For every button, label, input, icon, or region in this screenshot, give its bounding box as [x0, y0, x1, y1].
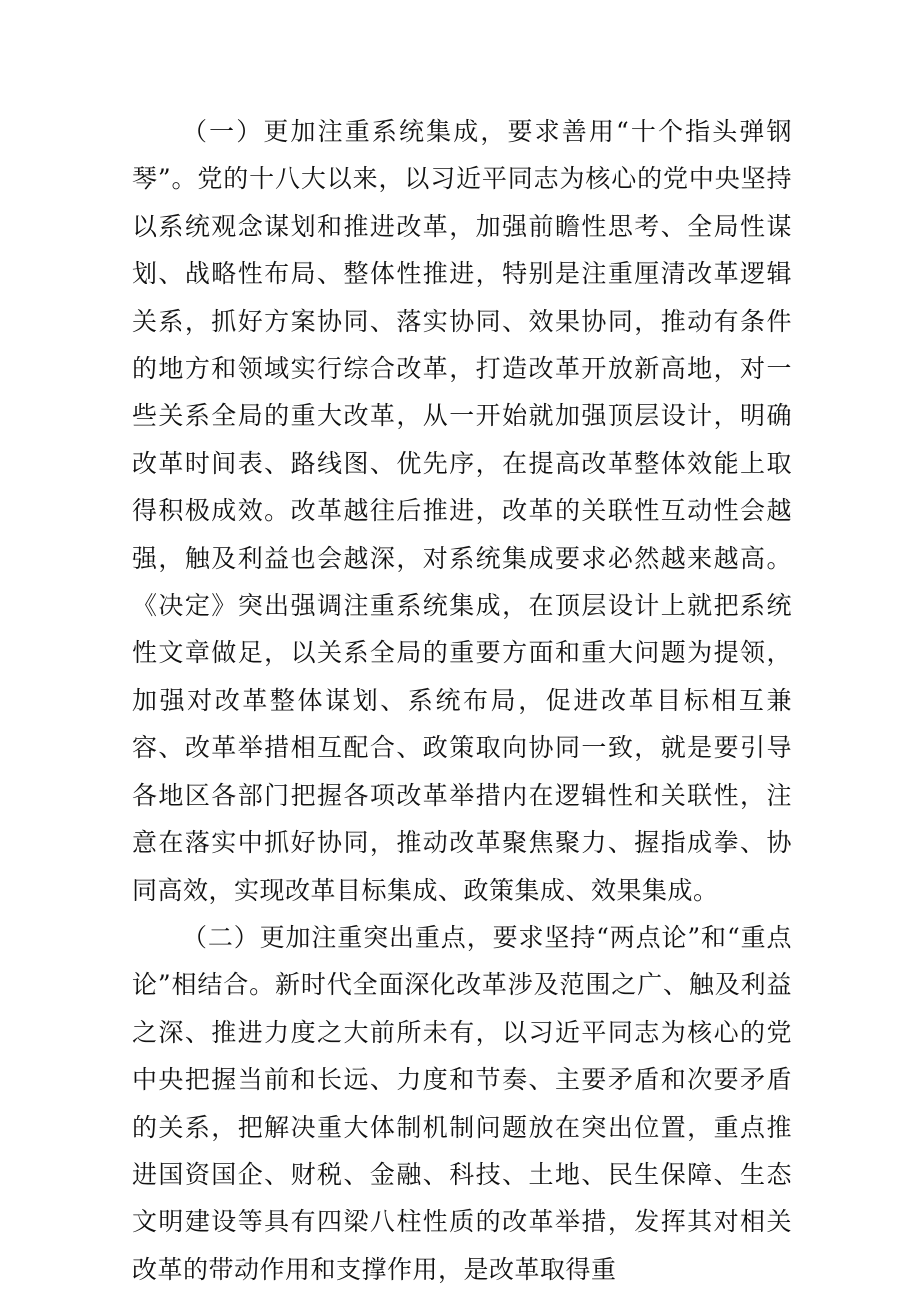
paragraph-system-integration: （一）更加注重系统集成，要求善用“十个指头弹钢琴”。党的十八大以来，以习近平同志为核心的党中央坚持以系统观念谋划和推进改革，加强前瞻性思考、全局性谋划、战略性布局、整体性推进，特别是注重厘清改革逻辑关系，抓好方案协同、落实协同、效果协同，推动有条件的地方和领域实行综合改革，打造改革开放新高地，对一些关系全局的重大改革，从一开始就加强顶层设计，明确改革时间表、路线图、优先序，在提高改革整体效能上取得积极成效。改革越往后推进，改革的关联性互动性会越强，触及利益也会越深，对系统集成要求必然越来越高。《决定》突出强调注重系统集成，在顶层设计上就把系统性文章做足，以关系全局的重要方面和重大问题为提领，加强对改革整体谋划、系统布局，促进改革目标相互兼容、改革举措相互配合、政策取向协同一致，就是要引导各地区各部门把握各项改革举措内在逻辑性和关联性，注意在落实中抓好协同，推动改革聚焦聚力、握指成拳、协同高效，实现改革目标集成、政策集成、效果集成。	[132, 117, 792, 905]
paragraph-key-priorities: （二）更加注重突出重点，要求坚持“两点论”和“重点论”相结合。新时代全面深化改革涉及范围之广、触及利益之深、推进力度之大前所未有，以习近平同志为核心的党中央把握当前和长远、力度和节奏、主要矛盾和次要矛盾的关系，把解决重大体制机制问题放在突出位置，重点推进国资国企、财税、金融、科技、土地、民生保障、生态文明建设等具有四梁八柱性质的改革举措，发挥其对相关改革的带动作用和支撑作用，是改革取得重	[132, 922, 792, 1284]
document-body	[132, 108, 792, 1293]
